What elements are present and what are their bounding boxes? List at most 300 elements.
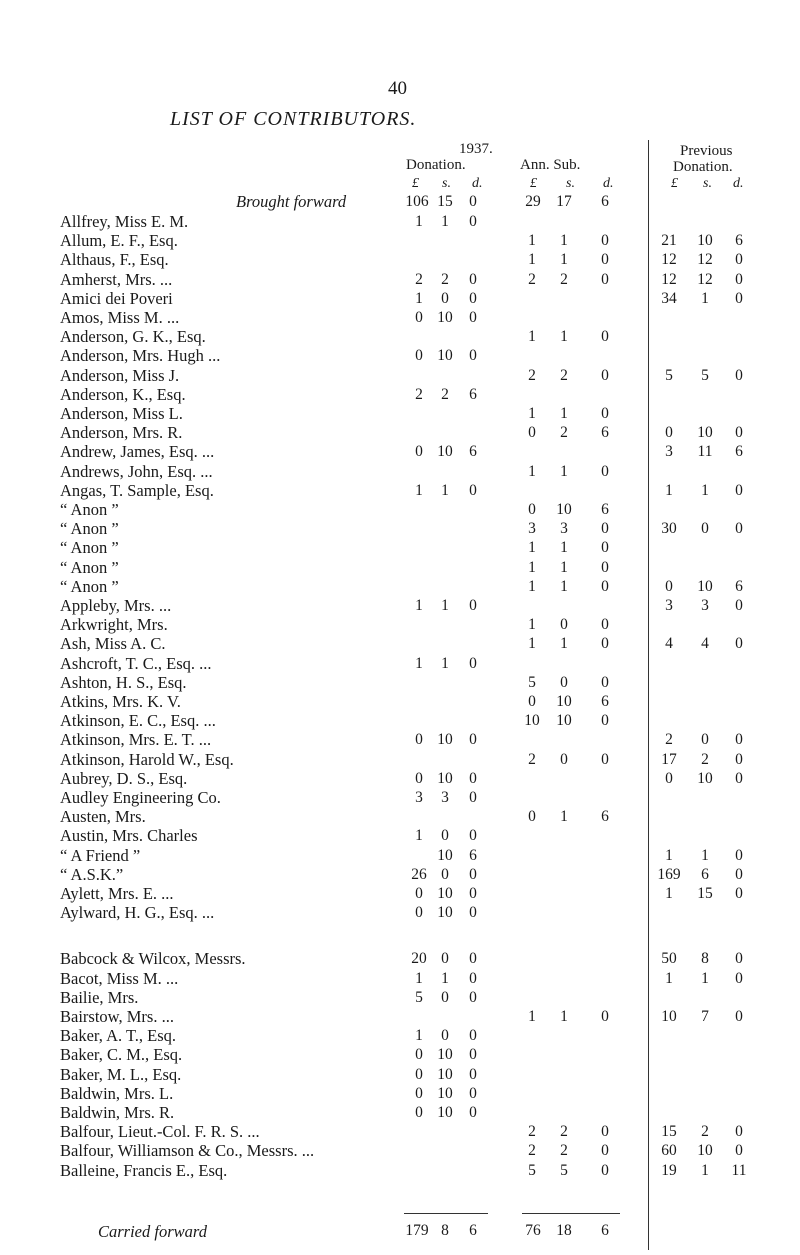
previous-donation-pounds: 0 — [665, 424, 673, 442]
previous-donation-pence: 0 — [735, 251, 743, 269]
contributor-name: Balleine, Francis E., Esq. — [60, 1160, 228, 1180]
donation-pence: 0 — [469, 885, 477, 902]
contributor-name: Atkinson, Harold W., Esq. — [60, 749, 234, 769]
previous-donation-pence: 0 — [735, 969, 743, 987]
bf-sub-shillings: 17 — [556, 193, 572, 210]
previous-donation-pence: 0 — [735, 424, 743, 442]
previous-donation-pence: 0 — [735, 731, 743, 749]
annual-sub-pence: 0 — [601, 462, 609, 480]
contributor-name: Allfrey, Miss E. M. — [60, 212, 189, 231]
previous-donation-pence: 6 — [735, 577, 743, 595]
annual-sub-pence: 6 — [601, 808, 609, 826]
donation-shillings: 0 — [441, 827, 449, 845]
donation-pounds: 1 — [415, 289, 423, 307]
previous-donation-shillings: 0 — [701, 731, 709, 749]
previous-donation-shillings: 0 — [701, 520, 709, 538]
contributor-name: Anderson, Miss J. — [60, 365, 180, 385]
previous-donation-pence: 0 — [735, 289, 743, 307]
donation-pence: 0 — [469, 731, 477, 749]
contributor-name: Aylett, Mrs. E. ... — [60, 884, 174, 903]
donation-pounds: 5 — [415, 988, 423, 1006]
donation-pence: 0 — [469, 1046, 477, 1064]
donation-pounds: 20 — [411, 950, 427, 968]
contributor-name: “ Anon ” — [60, 576, 119, 596]
donation-pence: 0 — [469, 289, 477, 307]
donation-pence: 0 — [469, 988, 477, 1006]
previous-donation-pence: 0 — [735, 769, 743, 787]
contributor-name: Aylward, H. G., Esq. ... — [60, 903, 215, 923]
donation-shillings: 10 — [437, 347, 453, 365]
annual-sub-pounds: 2 — [528, 1142, 536, 1160]
annual-sub-pence: 0 — [601, 328, 609, 346]
annual-sub-pounds: 2 — [528, 750, 536, 768]
annual-sub-pence: 0 — [601, 405, 609, 422]
annual-sub-shillings: 1 — [560, 539, 568, 557]
brought-forward-label: Brought forward — [236, 192, 347, 211]
donation-shillings: 10 — [437, 885, 453, 902]
annual-sub-pounds: 2 — [528, 270, 536, 288]
previous-donation-pounds: 50 — [661, 950, 677, 968]
annual-sub-pence: 6 — [601, 424, 609, 442]
annual-sub-shillings: 1 — [560, 328, 568, 346]
bf-donation-pence: 0 — [469, 193, 477, 210]
donation-pence: 0 — [469, 1065, 477, 1083]
contributor-name: Angas, T. Sample, Esq. — [60, 480, 214, 500]
donation-shillings: 10 — [437, 731, 453, 749]
donation-shillings: 10 — [437, 1084, 453, 1102]
annual-sub-pence: 0 — [601, 635, 609, 653]
donation-pounds: 0 — [415, 1065, 423, 1083]
previous-donation-pence: 6 — [735, 232, 743, 250]
donation-shillings: 0 — [441, 865, 449, 883]
previous-donation-shillings: 10 — [697, 232, 713, 250]
donation-pounds: 1 — [415, 654, 423, 672]
contributor-name: Baldwin, Mrs. L. — [60, 1083, 174, 1103]
donation-shillings: 2 — [441, 385, 449, 403]
annual-sub-shillings: 1 — [560, 251, 568, 269]
annual-sub-shillings: 2 — [560, 270, 568, 288]
donation-pence: 6 — [469, 443, 477, 461]
previous-donation-pence: 0 — [735, 270, 743, 288]
donation-shillings: 10 — [437, 846, 453, 864]
previous-donation-shillings: 1 — [701, 1161, 709, 1179]
page-number: 40 — [388, 78, 407, 99]
annual-sub-pounds: 2 — [528, 1123, 536, 1141]
previous-donation-pence: 11 — [731, 1161, 747, 1179]
annual-sub-shillings: 10 — [556, 712, 572, 730]
donation-shillings-header: s. — [442, 176, 451, 191]
annual-sub-pounds: 1 — [528, 251, 536, 269]
donation-pounds: 0 — [415, 731, 423, 749]
donation-pence: 0 — [469, 270, 477, 288]
annual-sub-pence: 0 — [601, 750, 609, 768]
donation-shillings: 10 — [437, 309, 453, 326]
annual-sub-pounds: 1 — [528, 232, 536, 250]
donation-pence: 0 — [469, 1084, 477, 1102]
annual-sub-shillings: 0 — [560, 750, 568, 768]
bf-donation-pounds: 106 — [405, 193, 429, 210]
previous-donation-pounds: 0 — [665, 769, 673, 787]
contributor-name: Aubrey, D. S., Esq. — [60, 768, 188, 788]
donation-shillings: 10 — [437, 904, 453, 922]
previous-donation-shillings: 1 — [701, 969, 709, 987]
annual-sub-pence: 0 — [601, 558, 609, 576]
previous-donation-header: Donation. — [673, 159, 733, 175]
contributor-name: Bailie, Mrs. — [60, 987, 139, 1007]
donation-pounds: 0 — [415, 347, 423, 365]
annual-sub-pounds: 1 — [528, 558, 536, 576]
contributor-name: Andrew, James, Esq. ... — [60, 442, 215, 462]
annual-sub-pence: 0 — [601, 270, 609, 288]
previous-donation-pence: 0 — [735, 1008, 743, 1025]
annual-sub-pounds: 0 — [528, 501, 536, 518]
contributor-name: Althaus, F., Esq. — [60, 250, 169, 270]
previous-donation-pence: 0 — [735, 1123, 743, 1141]
previous-donation-pence: 6 — [735, 443, 743, 461]
donation-pound-header: £ — [412, 176, 419, 191]
contributor-name: Balfour, Williamson & Co., Messrs. ... — [60, 1141, 315, 1161]
contributor-name: Audley Engineering Co. — [60, 788, 221, 807]
donation-pence-header: d. — [472, 176, 483, 191]
contributor-name: Anderson, G. K., Esq. — [60, 327, 206, 347]
donation-pounds: 1 — [415, 481, 423, 499]
annual-sub-pounds: 1 — [528, 405, 536, 422]
previous-donation-pence: 0 — [735, 846, 743, 864]
annual-sub-pounds: 1 — [528, 616, 536, 634]
donation-pounds: 1 — [415, 1027, 423, 1045]
prev-pound-header: £ — [671, 176, 678, 191]
previous-donation-shillings: 2 — [701, 750, 709, 768]
donation-pounds: 1 — [415, 827, 423, 845]
donation-pence: 0 — [469, 347, 477, 365]
previous-donation-pounds: 12 — [661, 251, 677, 269]
contributor-name: Andrews, John, Esq. ... — [60, 461, 213, 481]
contributor-name: Baker, C. M., Esq. — [60, 1045, 183, 1065]
cf-sub-pence: 6 — [601, 1222, 609, 1239]
annual-sub-pounds: 1 — [528, 635, 536, 653]
contributor-name: “ Anon ” — [60, 538, 119, 558]
donation-shillings: 1 — [441, 969, 449, 987]
donation-shillings: 10 — [437, 1065, 453, 1083]
previous-donation-pounds: 169 — [657, 865, 681, 883]
contributor-name: Bacot, Miss M. ... — [60, 968, 179, 988]
donation-shillings: 1 — [441, 597, 449, 614]
previous-header: Previous — [680, 143, 733, 159]
previous-donation-pounds: 3 — [665, 597, 673, 614]
previous-donation-pounds: 4 — [665, 635, 673, 653]
annual-sub-shillings: 1 — [560, 1008, 568, 1025]
sub-total-rule — [522, 1213, 620, 1214]
donation-pounds: 1 — [415, 969, 423, 987]
previous-donation-shillings: 8 — [701, 950, 709, 968]
annual-sub-pounds: 1 — [528, 328, 536, 346]
carried-forward-label: Carried forward — [98, 1222, 207, 1241]
annual-sub-shillings: 2 — [560, 1142, 568, 1160]
donation-shillings: 2 — [441, 270, 449, 288]
annual-sub-shillings: 1 — [560, 577, 568, 595]
donation-pounds: 0 — [415, 309, 423, 326]
donation-shillings: 0 — [441, 1027, 449, 1045]
annual-sub-pence: 0 — [601, 520, 609, 538]
annual-sub-pence: 0 — [601, 366, 609, 384]
annual-sub-pence: 0 — [601, 1142, 609, 1160]
donation-pounds: 3 — [415, 789, 423, 806]
annual-sub-pence: 0 — [601, 673, 609, 691]
donation-shillings: 0 — [441, 988, 449, 1006]
donation-pounds: 1 — [415, 597, 423, 614]
contributor-name: Anderson, Mrs. R. — [60, 423, 183, 443]
annual-sub-pence: 0 — [601, 539, 609, 557]
previous-donation-pence: 0 — [735, 750, 743, 768]
annual-sub-pence: 0 — [601, 251, 609, 269]
previous-donation-pence: 0 — [735, 597, 743, 614]
annual-sub-pence: 0 — [601, 1161, 609, 1179]
year-header: 1937. — [459, 141, 493, 157]
contributor-name: Ashcroft, T. C., Esq. ... — [60, 653, 212, 673]
donation-shillings: 10 — [437, 443, 453, 461]
annual-sub-shillings: 0 — [560, 673, 568, 691]
annual-sub-shillings: 1 — [560, 462, 568, 480]
sub-pound-header: £ — [530, 176, 537, 191]
contributor-name: Anderson, Miss L. — [60, 404, 183, 423]
annual-sub-pounds: 1 — [528, 462, 536, 480]
previous-donation-pounds: 1 — [665, 846, 673, 864]
contributor-name: Baldwin, Mrs. R. — [60, 1103, 175, 1122]
annual-sub-pence: 6 — [601, 693, 609, 710]
previous-donation-shillings: 6 — [701, 865, 709, 883]
donation-pounds: 0 — [415, 1084, 423, 1102]
previous-donation-pence: 0 — [735, 950, 743, 968]
donation-pounds: 26 — [411, 865, 427, 883]
donation-pence: 0 — [469, 1027, 477, 1045]
annual-sub-pence: 0 — [601, 616, 609, 634]
donation-pounds: 0 — [415, 1104, 423, 1121]
previous-donation-shillings: 3 — [701, 597, 709, 614]
donation-pounds: 2 — [415, 270, 423, 288]
annual-sub-shillings: 5 — [560, 1161, 568, 1179]
previous-donation-pence: 0 — [735, 481, 743, 499]
donation-pence: 0 — [469, 1104, 477, 1121]
contributor-name: Amos, Miss M. ... — [60, 308, 180, 327]
donation-shillings: 1 — [441, 654, 449, 672]
previous-donation-pounds: 10 — [661, 1008, 677, 1025]
contributor-name: Austen, Mrs. — [60, 807, 146, 827]
donation-pounds: 0 — [415, 904, 423, 922]
contributor-name: Babcock & Wilcox, Messrs. — [60, 949, 246, 969]
contributor-name: Baker, M. L., Esq. — [60, 1064, 182, 1084]
prev-pence-header: d. — [733, 176, 744, 191]
annual-sub-pounds: 10 — [524, 712, 540, 730]
donation-pence: 0 — [469, 827, 477, 845]
annual-sub-shillings: 2 — [560, 424, 568, 442]
annual-sub-shillings: 1 — [560, 635, 568, 653]
annual-sub-pence: 0 — [601, 712, 609, 730]
contributor-name: “ Anon ” — [60, 557, 119, 577]
contributor-name: Atkins, Mrs. K. V. — [60, 692, 181, 711]
previous-donation-pounds: 12 — [661, 270, 677, 288]
sub-pence-header: d. — [603, 176, 614, 191]
donation-shillings: 0 — [441, 289, 449, 307]
donation-pence: 6 — [469, 385, 477, 403]
contributor-name: Anderson, K., Esq. — [60, 384, 186, 404]
donation-header: Donation. — [406, 157, 466, 173]
contributor-name: Austin, Mrs. Charles — [60, 826, 198, 846]
contributor-name: Allum, E. F., Esq. — [60, 231, 178, 251]
previous-donation-pence: 0 — [735, 885, 743, 902]
contributor-name: Ashton, H. S., Esq. — [60, 672, 187, 692]
donation-pence: 0 — [469, 769, 477, 787]
contributor-name: Bairstow, Mrs. ... — [60, 1007, 174, 1026]
previous-donation-shillings: 5 — [701, 366, 709, 384]
previous-donation-pounds: 1 — [665, 885, 673, 902]
previous-donation-pounds: 15 — [661, 1123, 677, 1141]
contributor-name: “ Anon ” — [60, 519, 119, 539]
previous-donation-shillings: 15 — [697, 885, 713, 902]
previous-donation-shillings: 1 — [701, 481, 709, 499]
previous-donation-pence: 0 — [735, 635, 743, 653]
donation-pounds: 0 — [415, 769, 423, 787]
page-title: LIST OF CONTRIBUTORS. — [170, 108, 417, 130]
previous-donation-shillings: 7 — [701, 1008, 709, 1025]
donation-shillings: 1 — [441, 213, 449, 230]
previous-donation-pounds: 5 — [665, 366, 673, 384]
annual-sub-shillings: 10 — [556, 501, 572, 518]
donation-pounds: 2 — [415, 385, 423, 403]
annual-sub-pence: 0 — [601, 232, 609, 250]
bf-sub-pence: 6 — [601, 193, 609, 210]
cf-sub-shillings: 18 — [556, 1222, 572, 1239]
annual-sub-shillings: 1 — [560, 232, 568, 250]
sub-shillings-header: s. — [566, 176, 575, 191]
donation-pounds: 1 — [415, 213, 423, 230]
annual-sub-shillings: 1 — [560, 808, 568, 826]
annual-sub-pence: 0 — [601, 1123, 609, 1141]
previous-column-rule — [648, 140, 649, 1250]
annual-sub-pounds: 5 — [528, 1161, 536, 1179]
donation-pence: 0 — [469, 865, 477, 883]
contributor-name: “ A Friend ” — [60, 845, 141, 865]
donation-shillings: 10 — [437, 1046, 453, 1064]
annual-sub-pounds: 0 — [528, 424, 536, 442]
cf-donation-shillings: 8 — [441, 1222, 449, 1239]
previous-donation-shillings: 10 — [697, 424, 713, 442]
donation-total-rule — [404, 1213, 488, 1214]
donation-pence: 0 — [469, 789, 477, 806]
previous-donation-pence: 0 — [735, 366, 743, 384]
previous-donation-shillings: 11 — [697, 443, 713, 461]
annual-sub-pounds: 1 — [528, 539, 536, 557]
previous-donation-pounds: 60 — [661, 1142, 677, 1160]
previous-donation-pounds: 21 — [661, 232, 677, 250]
donation-shillings: 10 — [437, 1104, 453, 1121]
annual-sub-pounds: 0 — [528, 693, 536, 710]
contributor-name: Anderson, Mrs. Hugh ... — [60, 346, 221, 366]
previous-donation-pounds: 0 — [665, 577, 673, 595]
donation-shillings: 1 — [441, 481, 449, 499]
previous-donation-pounds: 3 — [665, 443, 673, 461]
prev-shillings-header: s. — [703, 176, 712, 191]
previous-donation-pounds: 17 — [661, 750, 677, 768]
contributor-name: “ A.S.K.” — [60, 864, 124, 884]
cf-donation-pence: 6 — [469, 1222, 477, 1239]
contributor-name: Amici dei Poveri — [60, 288, 173, 308]
donation-pounds: 0 — [415, 1046, 423, 1064]
annual-sub-shillings: 10 — [556, 693, 572, 710]
donation-pence: 0 — [469, 597, 477, 614]
annual-sub-pounds: 5 — [528, 673, 536, 691]
previous-donation-pounds: 19 — [661, 1161, 677, 1179]
contributor-name: “ Anon ” — [60, 500, 119, 519]
previous-donation-shillings: 12 — [697, 270, 713, 288]
donation-pence: 0 — [469, 950, 477, 968]
donation-pounds: 0 — [415, 443, 423, 461]
annual-sub-pounds: 2 — [528, 366, 536, 384]
donation-shillings: 10 — [437, 769, 453, 787]
previous-donation-shillings: 10 — [697, 577, 713, 595]
previous-donation-shillings: 2 — [701, 1123, 709, 1141]
donation-pence: 0 — [469, 904, 477, 922]
previous-donation-shillings: 10 — [697, 1142, 713, 1160]
previous-donation-shillings: 1 — [701, 846, 709, 864]
previous-donation-shillings: 12 — [697, 251, 713, 269]
previous-donation-pounds: 1 — [665, 481, 673, 499]
previous-donation-pounds: 30 — [661, 520, 677, 538]
annual-sub-shillings: 3 — [560, 520, 568, 538]
bf-sub-pounds: 29 — [525, 193, 541, 210]
cf-donation-pounds: 179 — [405, 1222, 429, 1239]
donation-pence: 0 — [469, 309, 477, 326]
donation-pence: 0 — [469, 969, 477, 987]
annual-sub-pounds: 3 — [528, 520, 536, 538]
donation-pence: 0 — [469, 481, 477, 499]
previous-donation-pounds: 34 — [661, 289, 677, 307]
cf-sub-pounds: 76 — [525, 1222, 541, 1239]
contributor-name: Balfour, Lieut.-Col. F. R. S. ... — [60, 1122, 260, 1142]
previous-donation-pence: 0 — [735, 865, 743, 883]
previous-donation-pence: 0 — [735, 520, 743, 538]
contributor-name: Baker, A. T., Esq. — [60, 1026, 177, 1046]
annual-sub-pence: 6 — [601, 501, 609, 518]
donation-pence: 6 — [469, 846, 477, 864]
contributor-name: Appleby, Mrs. ... — [60, 596, 172, 615]
previous-donation-pence: 0 — [735, 1142, 743, 1160]
contributor-name: Atkinson, E. C., Esq. ... — [60, 711, 216, 731]
annual-sub-shillings: 2 — [560, 1123, 568, 1141]
previous-donation-pounds: 2 — [665, 731, 673, 749]
annual-sub-shillings: 2 — [560, 366, 568, 384]
donation-pence: 0 — [469, 213, 477, 230]
annual-sub-shillings: 1 — [560, 558, 568, 576]
bf-donation-shillings: 15 — [437, 193, 453, 210]
annual-sub-pounds: 1 — [528, 577, 536, 595]
contributor-name: Amherst, Mrs. ... — [60, 269, 173, 289]
donation-pounds: 0 — [415, 885, 423, 902]
previous-donation-pounds: 1 — [665, 969, 673, 987]
annual-sub-shillings: 0 — [560, 616, 568, 634]
annual-sub-pounds: 0 — [528, 808, 536, 826]
annual-sub-pounds: 1 — [528, 1008, 536, 1025]
annual-sub-pence: 0 — [601, 1008, 609, 1025]
ann-sub-header: Ann. Sub. — [520, 157, 581, 173]
previous-donation-shillings: 1 — [701, 289, 709, 307]
previous-donation-shillings: 4 — [701, 635, 709, 653]
donation-shillings: 3 — [441, 789, 449, 806]
contributor-name: Atkinson, Mrs. E. T. ... — [60, 730, 212, 750]
previous-donation-shillings: 10 — [697, 769, 713, 787]
annual-sub-shillings: 1 — [560, 405, 568, 422]
donation-shillings: 0 — [441, 950, 449, 968]
annual-sub-pence: 0 — [601, 577, 609, 595]
